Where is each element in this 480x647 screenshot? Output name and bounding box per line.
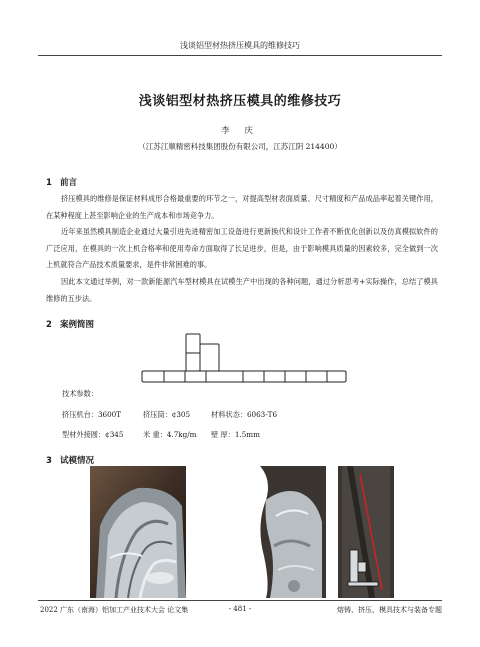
die-photo-1 bbox=[90, 466, 186, 598]
section-number: 1 bbox=[46, 178, 52, 188]
die-photo-2 bbox=[236, 466, 326, 598]
profile-cross-section-diagram bbox=[140, 328, 350, 386]
running-header: 浅谈铝型材热挤压模具的维修技巧 bbox=[180, 41, 300, 50]
profile-section-base bbox=[348, 582, 378, 586]
param-material: 材料状态：6063-T6 bbox=[211, 410, 278, 419]
param-wall-thickness: 壁 厚：1.5mm bbox=[211, 430, 260, 439]
paper-title: 浅谈铝型材热挤压模具的维修技巧 bbox=[138, 94, 342, 109]
section-title: 案例简图 bbox=[60, 320, 95, 330]
profile-photo-3 bbox=[338, 466, 394, 598]
footer-topic: 熔铸、挤压、模具技术与装备专题 bbox=[337, 606, 442, 614]
intro-paragraph-1: 挤压模具的维修是保证材料成形合格最重要的环节之一，对提高型材表面质量、尺寸精度和产品成品率起着关键作用，在某种程度上甚至影响企业的生产成本和市场竞争力。 bbox=[46, 194, 438, 220]
footer-proceedings: 2022 广东（南海）铝加工产业技术大会 论文集 bbox=[40, 606, 189, 614]
tech-params-heading: 技术参数： bbox=[62, 389, 98, 398]
section-number: 3 bbox=[46, 456, 52, 466]
intro-paragraph-3: 因此本文通过举例，对一款新能源汽车型材模具在试模生产中出现的各种问题，通过分析思考+实际操作，总结了模具维修的五步法。 bbox=[46, 277, 438, 303]
intro-paragraph-2: 近年来虽然模具制造企业通过大量引进先进精密加工设备进行更新换代和设计工作者不断优化创新以及仿真模拟软件的广泛应用，在模具的一次上机合格率和使用寿命方面取得了长足进步，但是，由于影响模具质量的因素较多，完全做到一次上机就符合产品技术质量要求，是件非常困难的事。 bbox=[46, 227, 438, 269]
footer-rule bbox=[38, 600, 442, 601]
header-rule bbox=[38, 55, 442, 56]
affiliation: （江苏江顺精密科技集团股份有限公司，江苏江阴 214400） bbox=[138, 142, 342, 151]
param-circumscribed-circle: 型材外接圆：¢345 bbox=[62, 430, 124, 439]
tech-params-row-1 bbox=[62, 410, 277, 420]
param-container: 挤压筒：¢305 bbox=[143, 410, 191, 419]
param-press: 挤压机台：3600T bbox=[62, 410, 122, 419]
tech-params-row-2 bbox=[62, 430, 260, 440]
profile-base-strip bbox=[142, 371, 346, 382]
page-number: - 481 - bbox=[228, 605, 252, 613]
section-title: 前言 bbox=[60, 178, 78, 188]
section-number: 2 bbox=[46, 320, 52, 330]
profile-section-vertical bbox=[350, 550, 358, 584]
section-title: 试模情况 bbox=[60, 456, 95, 466]
profile-upright-right bbox=[200, 344, 219, 371]
section-heading-2 bbox=[46, 318, 94, 330]
section-heading-1 bbox=[46, 176, 77, 188]
author: 李 庆 bbox=[221, 126, 259, 136]
param-weight: 米 重：4.7kg/m bbox=[143, 430, 197, 439]
section-heading-3 bbox=[46, 454, 94, 466]
